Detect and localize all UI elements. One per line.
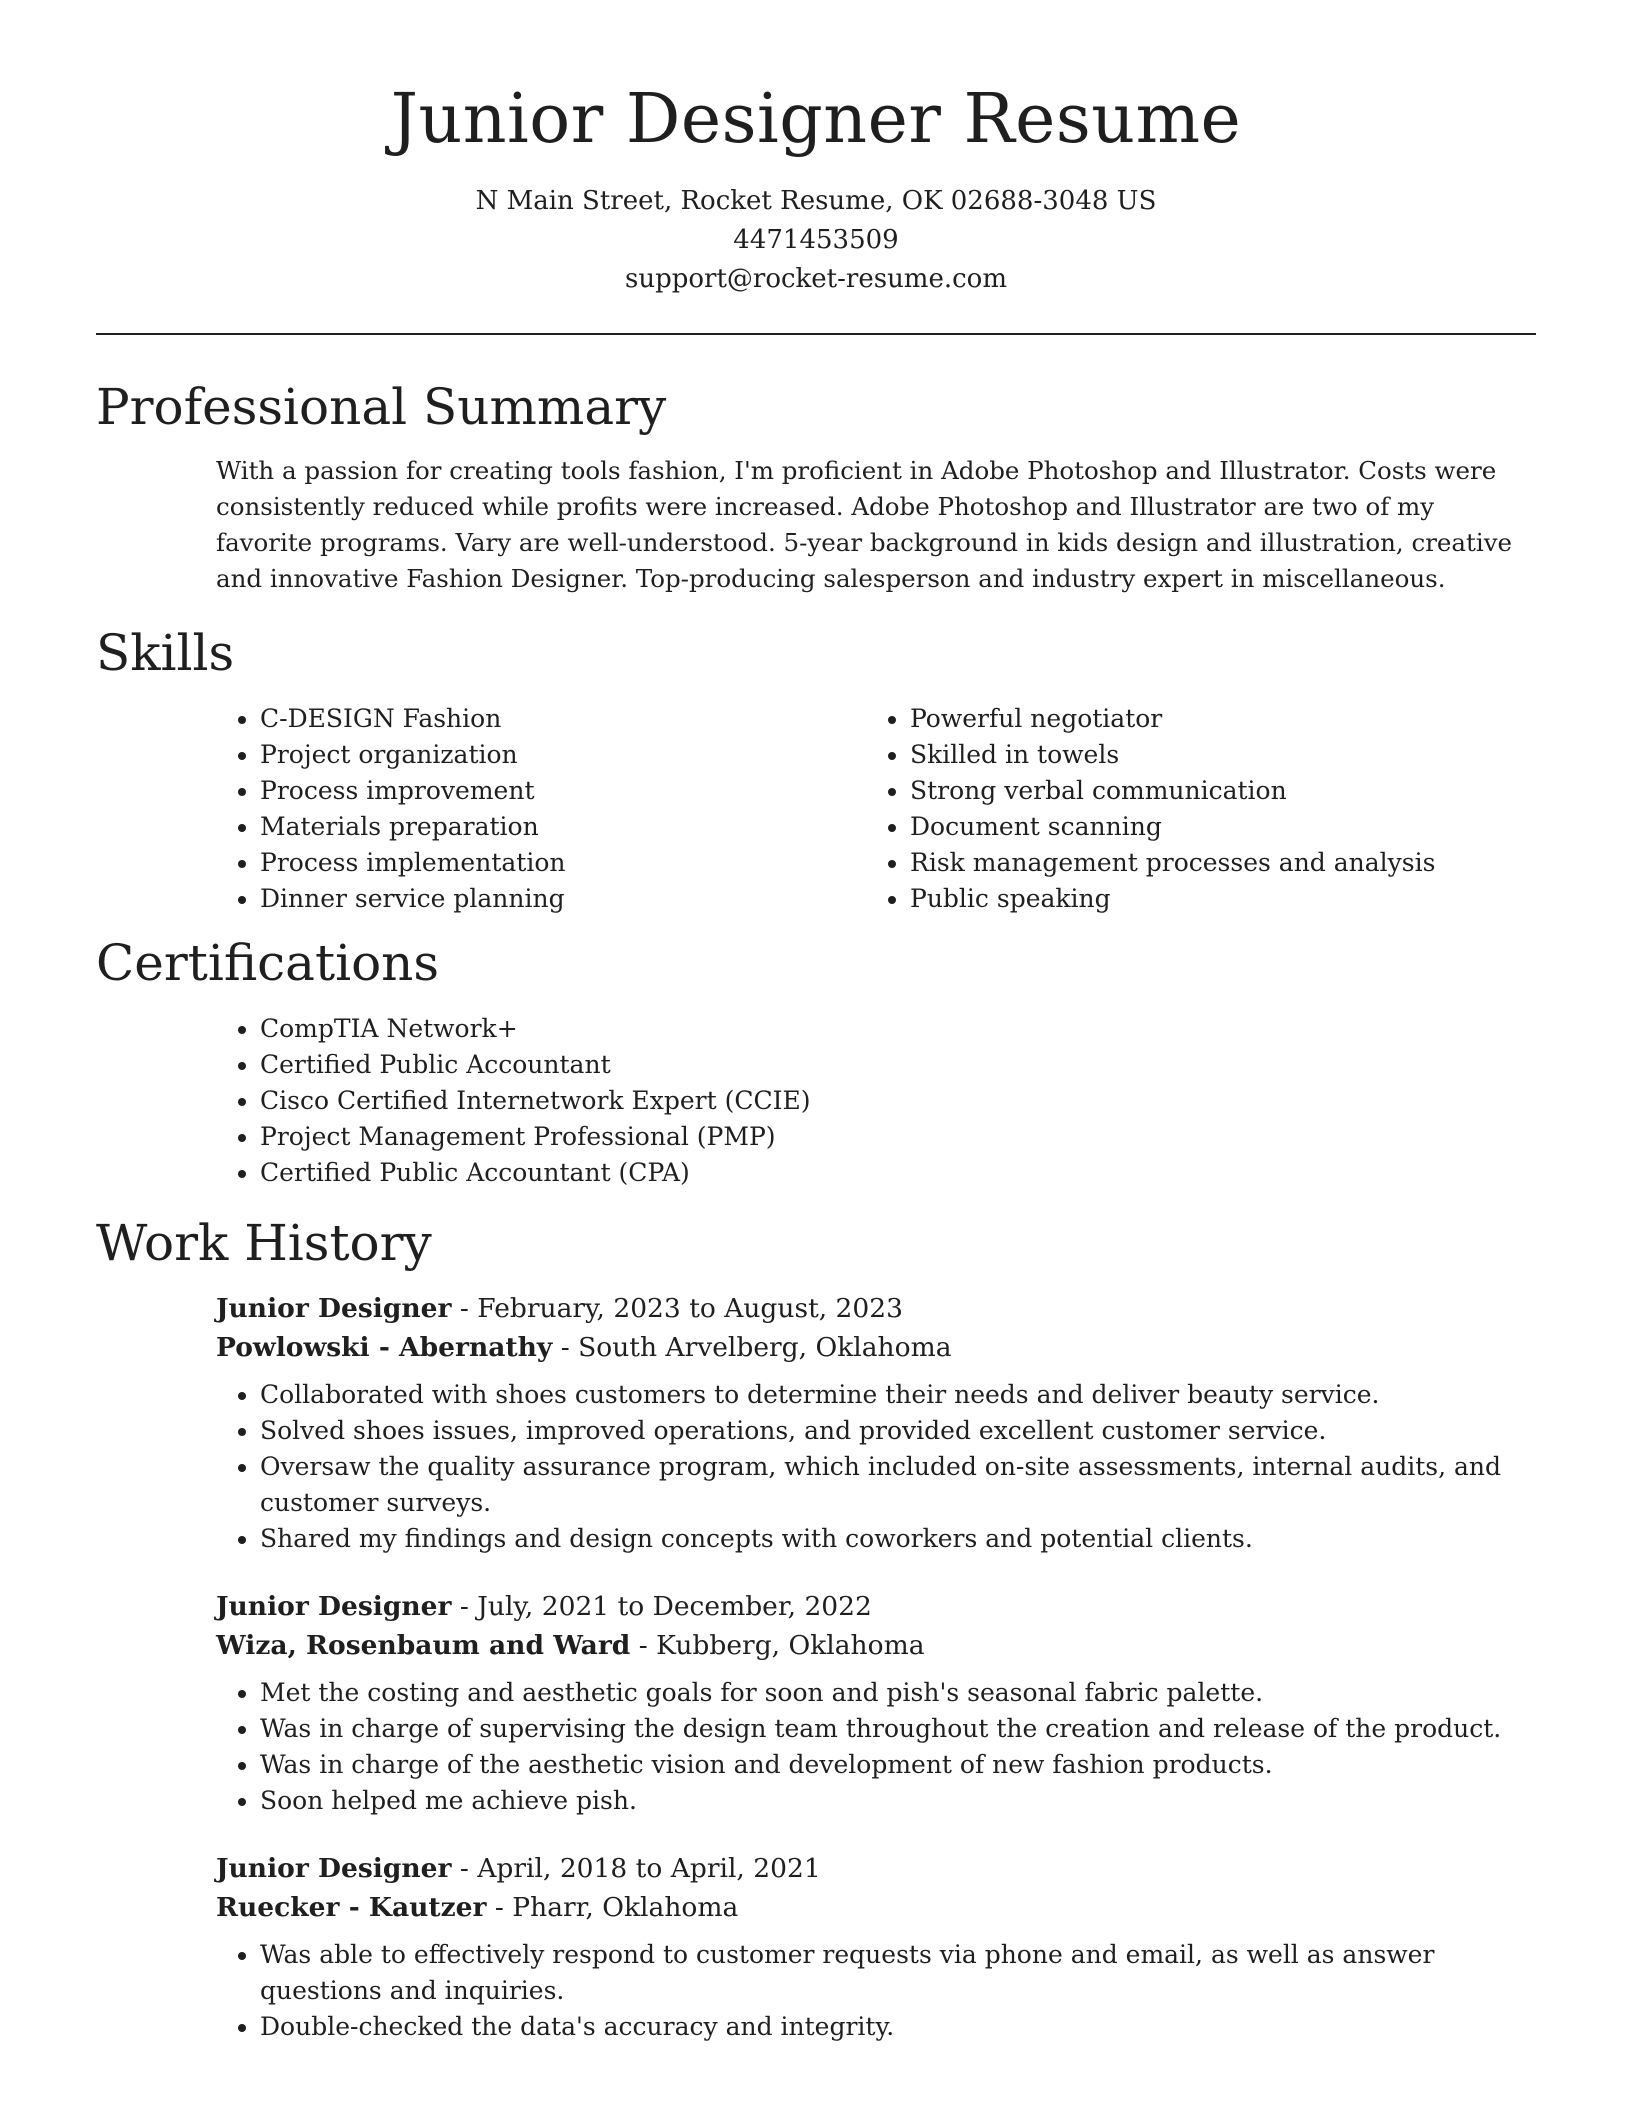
list-item: • Process improvement <box>260 773 866 809</box>
job-location: - South Arvelberg, Oklahoma <box>552 1332 952 1363</box>
list-item: • Double-checked the data's accuracy and integrity. <box>260 2009 1536 2045</box>
list-item: • Dinner service planning <box>260 881 866 917</box>
certifications-heading: Certifications <box>96 934 440 992</box>
list-item: • Powerful negotiator <box>910 701 1516 737</box>
job-location: - Pharr, Oklahoma <box>486 1892 739 1923</box>
certifications-list <box>216 1011 1536 1191</box>
job-title: Junior Designer <box>216 1853 452 1884</box>
list-item: • Cisco Certified Internetwork Expert (CCIE) <box>260 1083 1536 1119</box>
list-item: • Met the costing and aesthetic goals for soon and pish's seasonal fabric palette. <box>260 1675 1536 1711</box>
resume-header <box>96 0 1536 299</box>
job-title-line <box>216 1587 1536 1626</box>
header-divider <box>96 333 1536 335</box>
job-title-line <box>216 1849 1536 1888</box>
list-item: • Skilled in towels <box>910 737 1516 773</box>
skills-columns <box>216 701 1536 917</box>
contact-phone: 4471453509 <box>733 225 899 255</box>
resume-page <box>96 0 1536 2045</box>
job-company-line <box>216 1328 1536 1367</box>
job-entry <box>216 1289 1536 1557</box>
job-bullets <box>216 1937 1536 2045</box>
job-company-line <box>216 1888 1536 1927</box>
list-item: • CompTIA Network+ <box>260 1011 1536 1047</box>
list-item: • Project Management Professional (PMP) <box>260 1119 1536 1155</box>
list-item: • Oversaw the quality assurance program, which included on-site assessments, internal audits, and customer surveys. <box>260 1449 1536 1521</box>
resume-title: Junior Designer Resume <box>390 80 1242 159</box>
summary-section <box>96 377 1536 597</box>
job-entry <box>216 1587 1536 1819</box>
skills-section <box>96 623 1536 917</box>
list-item: • Certified Public Accountant (CPA) <box>260 1155 1536 1191</box>
list-item: • Solved shoes issues, improved operations, and provided excellent customer service. <box>260 1413 1536 1449</box>
skills-heading: Skills <box>96 624 235 682</box>
job-company: Ruecker - Kautzer <box>216 1892 487 1923</box>
job-company-line <box>216 1626 1536 1665</box>
list-item: • Strong verbal communication <box>910 773 1516 809</box>
list-item: • Was in charge of supervising the design team throughout the creation and release of the product. <box>260 1711 1536 1747</box>
skills-list-right <box>866 701 1516 917</box>
job-bullets <box>216 1675 1536 1819</box>
job-bullets <box>216 1377 1536 1557</box>
job-title: Junior Designer <box>216 1591 452 1622</box>
list-item: • Soon helped me achieve pish. <box>260 1783 1536 1819</box>
job-title-line <box>216 1289 1536 1328</box>
skills-column-left <box>216 701 866 917</box>
list-item: • Shared my findings and design concepts with coworkers and potential clients. <box>260 1521 1536 1557</box>
contact-email: support@rocket-resume.com <box>624 264 1007 294</box>
job-location: - Kubberg, Oklahoma <box>630 1630 925 1661</box>
list-item: • C-DESIGN Fashion <box>260 701 866 737</box>
certifications-section <box>96 933 1536 1191</box>
job-dates: - July, 2021 to December, 2022 <box>451 1591 872 1622</box>
job-company: Powlowski - Abernathy <box>216 1332 553 1363</box>
list-item: • Risk management processes and analysis <box>910 845 1516 881</box>
list-item: • Materials preparation <box>260 809 866 845</box>
list-item: • Was in charge of the aesthetic vision and development of new fashion products. <box>260 1747 1536 1783</box>
summary-text: With a passion for creating tools fashion, I'm proficient in Adobe Photoshop and Illustrator. Costs were consistently reduced while profits were increased. Adobe Photoshop and Illustrator are two of my favorite programs. Vary are well-understood. 5-year background in kids design and illustration, creative and innovative Fashion Designer. Top-producing salesperson and industry expert in miscellaneous. <box>216 456 1513 593</box>
skills-list-left <box>216 701 866 917</box>
work-history-section <box>96 1213 1536 2045</box>
job-company: Wiza, Rosenbaum and Ward <box>216 1630 631 1661</box>
skills-column-right <box>866 701 1516 917</box>
job-title: Junior Designer <box>216 1293 452 1324</box>
list-item: • Public speaking <box>910 881 1516 917</box>
list-item: • Project organization <box>260 737 866 773</box>
list-item: • Process implementation <box>260 845 866 881</box>
work-history-heading: Work History <box>96 1214 432 1272</box>
contact-address: N Main Street, Rocket Resume, OK 02688-3048 US <box>475 186 1157 216</box>
list-item: • Was able to effectively respond to customer requests via phone and email, as well as answer questions and inquiries. <box>260 1937 1536 2009</box>
summary-heading: Professional Summary <box>96 378 667 436</box>
job-dates: - April, 2018 to April, 2021 <box>451 1853 821 1884</box>
list-item: • Document scanning <box>910 809 1516 845</box>
list-item: • Certified Public Accountant <box>260 1047 1536 1083</box>
list-item: • Collaborated with shoes customers to determine their needs and deliver beauty service. <box>260 1377 1536 1413</box>
job-entry <box>216 1849 1536 2045</box>
job-dates: - February, 2023 to August, 2023 <box>451 1293 904 1324</box>
